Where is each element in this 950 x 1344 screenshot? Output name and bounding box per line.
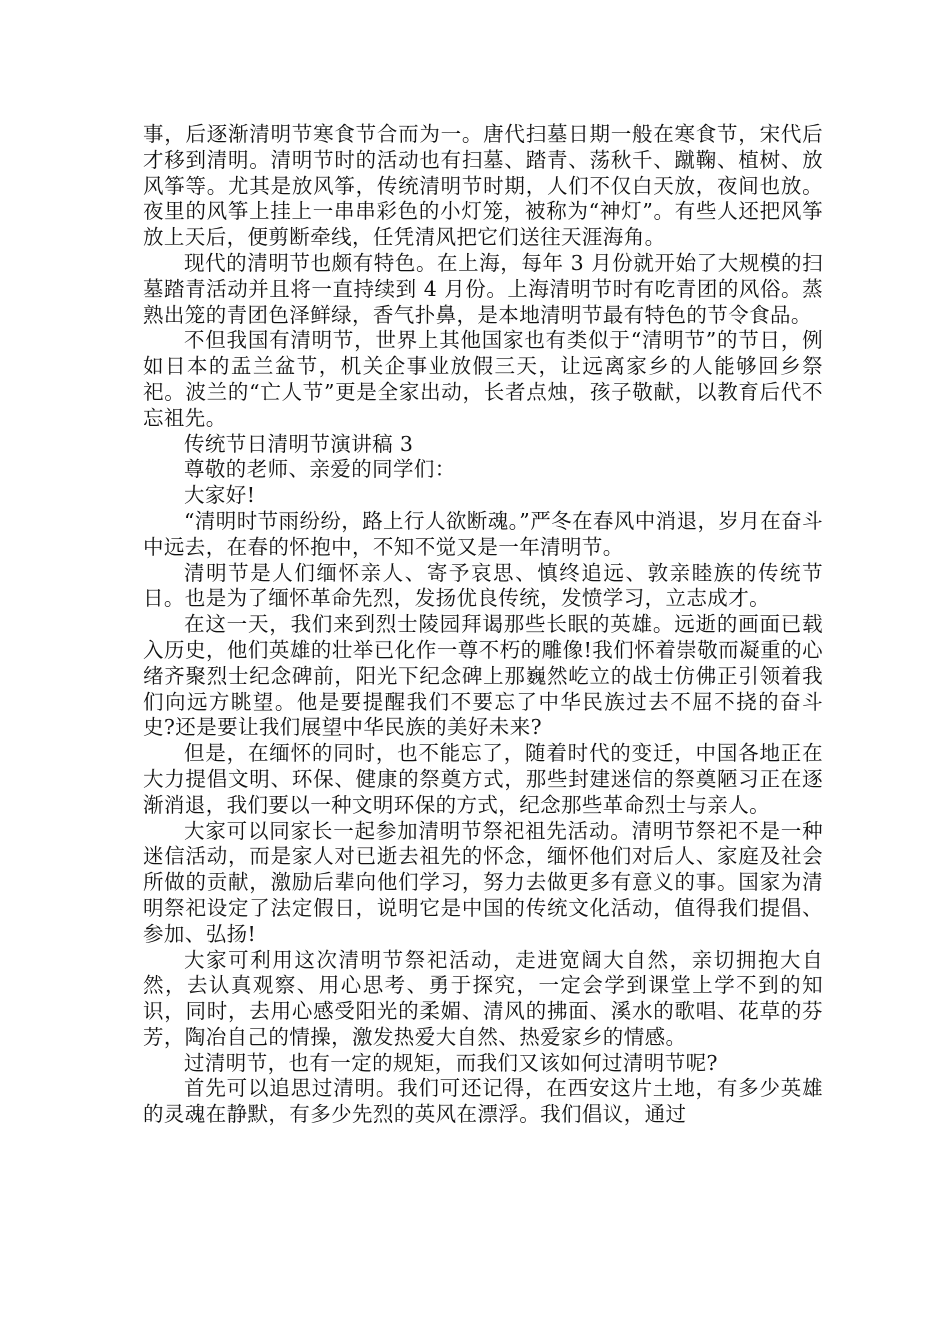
paragraph: “清明时节雨纷纷，路上行人欲断魂。”严冬在春风中消退，岁月在奋斗中远去，在春的怀抱中，不知不觉又是一年清明节。: [143, 508, 823, 559]
paragraph: 清明节是人们缅怀亲人、寄予哀思、慎终追远、敦亲睦族的传统节日。也是为了缅怀革命先烈，发扬优良传统，发愤学习，立志成才。: [143, 560, 823, 611]
paragraph: 大家可以同家长一起参加清明节祭祀祖先活动。清明节祭祀不是一种迷信活动，而是家人对已逝去祖先的怀念，缅怀他们对后人、家庭及社会所做的贡献，激励后辈向他们学习，努力去做更多有意义的事。国家为清明祭祀设定了法定假日，说明它是中国的传统文化活动，值得我们提倡、参加、弘扬!: [143, 818, 823, 946]
paragraph: 不但我国有清明节，世界上其他国家也有类似于“清明节”的节日，例如日本的盂兰盆节，机关企事业放假三天，让远离家乡的人能够回乡祭祀。波兰的“亡人节”更是全家出动，长者点烛，孩子敬献，以教育后代不忘祖先。: [143, 328, 823, 430]
paragraph: 现代的清明节也颇有特色。在上海，每年 3 月份就开始了大规模的扫墓踏青活动并且将一直持续到 4 月份。上海清明节时有吃青团的风俗。蒸熟出笼的青团色泽鲜绿，香气扑鼻，是本地清明节最有特色的节令食品。: [143, 250, 823, 327]
paragraph: 在这一天，我们来到烈士陵园拜谒那些长眠的英雄。远逝的画面已载入历史，他们英雄的壮举已化作一尊不朽的雕像!我们怀着崇敬而凝重的心绪齐聚烈士纪念碑前，阳光下纪念碑上那巍然屹立的战士仿佛正引领着我们向远方眺望。他是要提醒我们不要忘了中华民族过去不屈不挠的奋斗史?还是要让我们展望中华民族的美好未来?: [143, 612, 823, 740]
paragraph: 过清明节，也有一定的规矩，而我们又该如何过清明节呢?: [184, 1050, 718, 1075]
paragraph: 首先可以追思过清明。我们可还记得，在西安这片土地，有多少英雄的灵魂在静默，有多少先烈的英风在漂浮。我们倡议，通过: [143, 1076, 823, 1127]
paragraph: 大家可利用这次清明节祭祀活动，走进宽阔大自然，亲切拥抱大自然，去认真观察、用心思考、勇于探究，一定会学到课堂上学不到的知识，同时，去用心感受阳光的柔媚、清风的拂面、溪水的歌唱、花草的芬芳，陶冶自己的情操，激发热爱大自然、热爱家乡的情感。: [143, 947, 823, 1049]
section-heading: 传统节日清明节演讲稿 3: [184, 431, 414, 456]
paragraph: 事，后逐渐清明节寒食节合而为一。唐代扫墓日期一般在寒食节，宋代后才移到清明。清明节时的活动也有扫墓、踏青、荡秋千、蹴鞠、植树、放风筝等。尤其是放风筝，传统清明节时期，人们不仅白天放，夜间也放。夜里的风筝上挂上一串串彩色的小灯笼，被称为“神灯”。有些人还把风筝放上天后，便剪断牵线，任凭清风把它们送往天涯海角。: [143, 122, 823, 250]
greeting: 大家好!: [184, 483, 256, 508]
document-body: [143, 122, 823, 1128]
salutation: 尊敬的老师、亲爱的同学们：: [184, 457, 456, 482]
paragraph: 但是，在缅怀的同时，也不能忘了，随着时代的变迁，中国各地正在大力提倡文明、环保、健康的祭奠方式，那些封建迷信的祭奠陋习正在逐渐消退，我们要以一种文明环保的方式，纪念那些革命烈士与亲人。: [143, 741, 823, 817]
